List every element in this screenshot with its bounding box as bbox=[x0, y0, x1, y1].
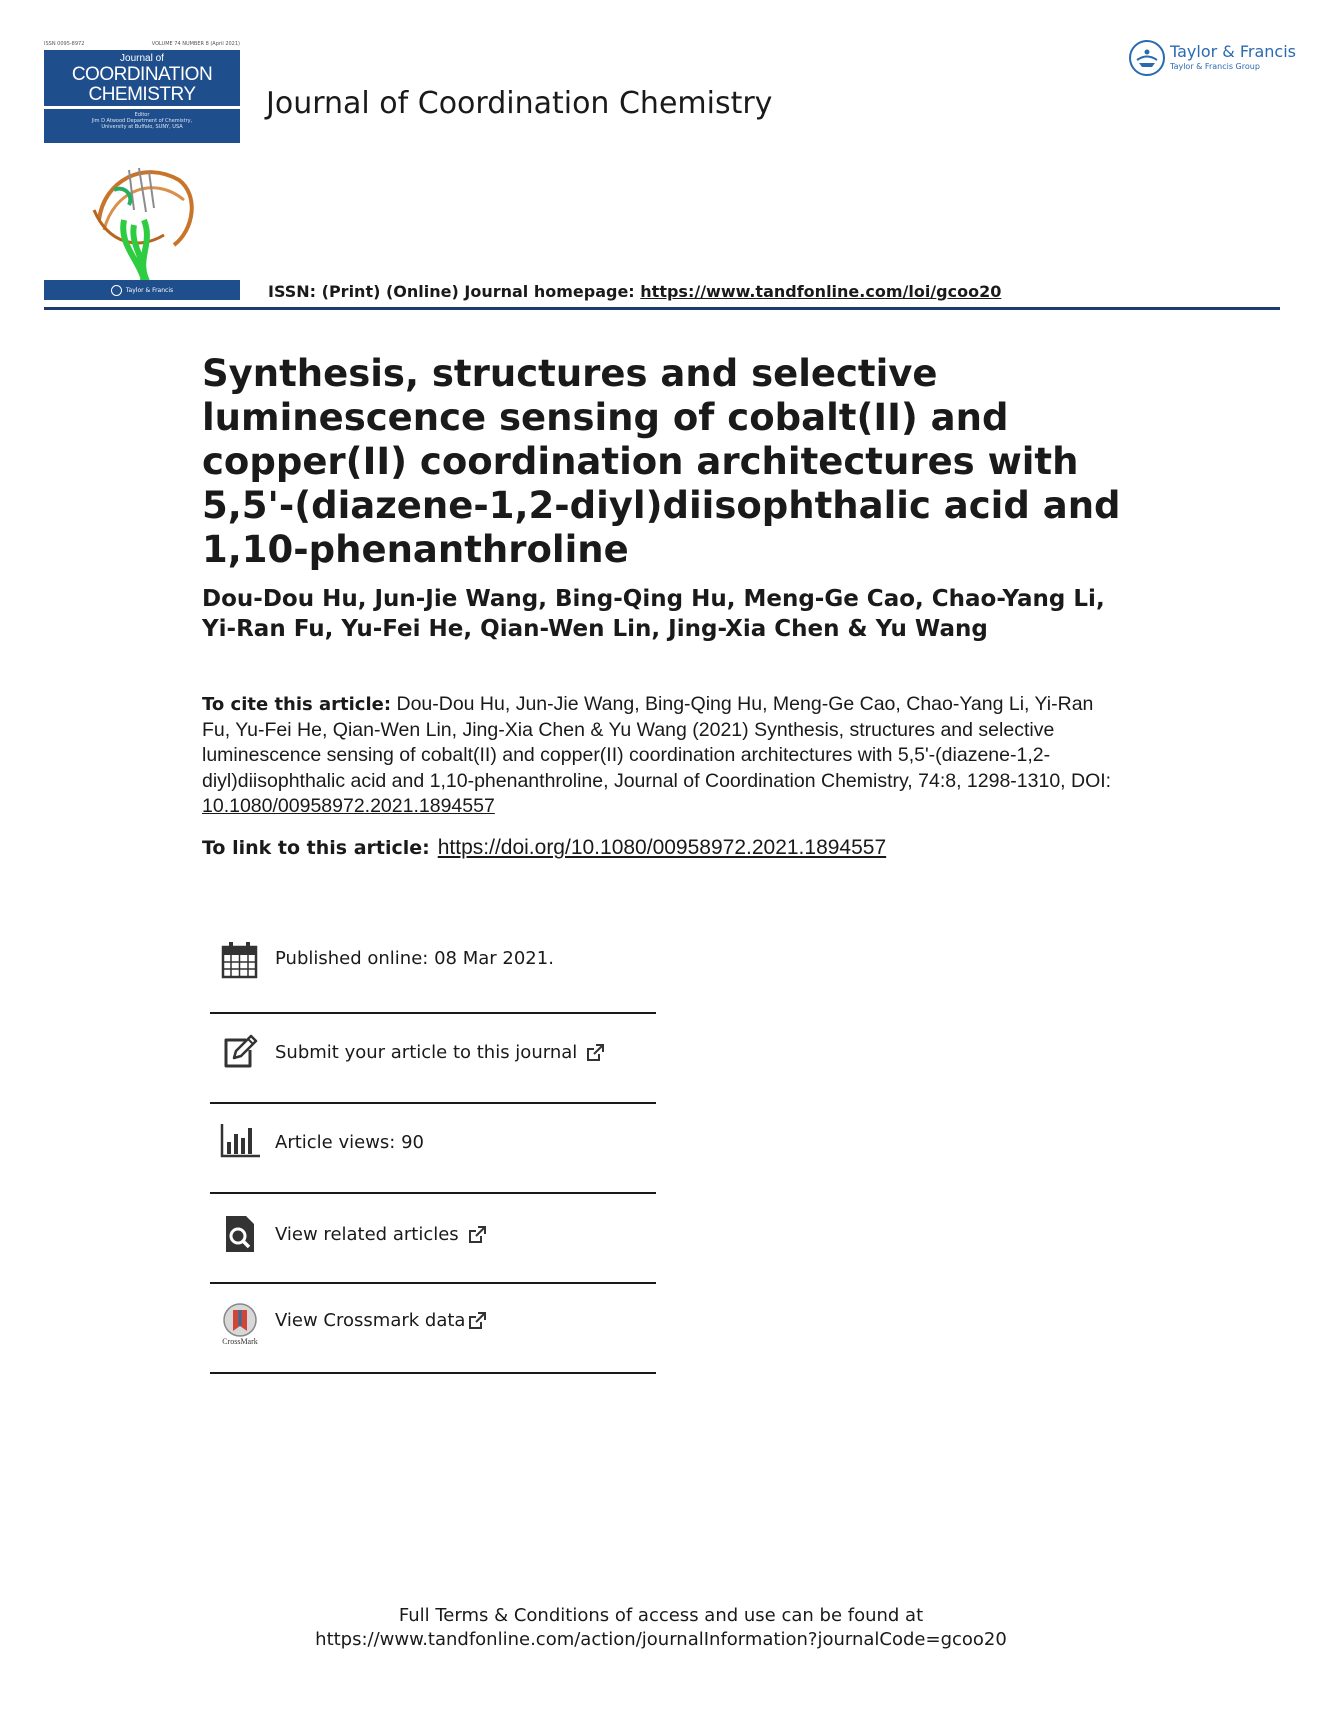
journal-title: Journal of Coordination Chemistry bbox=[266, 86, 773, 121]
journal-cover bbox=[44, 38, 240, 300]
citation-label: To cite this article: bbox=[202, 694, 392, 715]
citation-text: Dou-Dou Hu, Jun-Jie Wang, Bing-Qing Hu, Meng-Ge Cao, Chao-Yang Li, Yi-Ran Fu, Yu-Fei He, Qian-Wen Lin, Jing-Xia Chen & Yu Wang (2021) Synthesis, structures and selective luminescence sensing of cobalt(II) and copper(II) coordination architectures with 5,5'-(diazene-1,2-diyl)diisophthalic acid and 1,10-phenanthroline, Journal of Coordination Chemistry, 74:8, 1298-1310, DOI: bbox=[202, 693, 1112, 792]
external-link-icon bbox=[585, 1043, 605, 1063]
calendar-icon bbox=[220, 940, 260, 980]
crossmark-logo bbox=[218, 1302, 262, 1348]
publisher-group: Taylor & Francis Group bbox=[1170, 62, 1260, 71]
article-link-label: To link to this article: bbox=[202, 837, 430, 859]
taylor-francis-logo bbox=[1128, 38, 1296, 78]
published-online-text: Published online: 08 Mar 2021. bbox=[275, 948, 554, 969]
terms-footer bbox=[0, 1604, 1322, 1652]
article-link-line bbox=[202, 836, 886, 860]
cover-editor: Editor Jim D Atwood Department of Chemistry, University at Buffalo, SUNY, USA bbox=[91, 112, 193, 130]
cover-chemistry: CHEMISTRY bbox=[88, 84, 196, 105]
journal-homepage-link[interactable]: https://www.tandfonline.com/loi/gcoo20 bbox=[640, 282, 1002, 301]
submit-article-label: Submit your article to this journal bbox=[275, 1042, 578, 1063]
external-link-icon bbox=[467, 1225, 487, 1245]
cover-issn: ISSN 0095-8972 bbox=[44, 41, 85, 47]
footer-line-1: Full Terms & Conditions of access and use can be found at bbox=[398, 1605, 924, 1626]
cover-publisher-logo-icon bbox=[111, 285, 122, 296]
cover-journal-of: Journal of bbox=[120, 53, 164, 64]
issn-label: ISSN: (Print) (Online) Journal homepage: bbox=[268, 282, 641, 301]
info-divider bbox=[210, 1012, 656, 1014]
footer-terms-link[interactable]: https://www.tandfonline.com/action/journalInformation?journalCode=gcoo20 bbox=[315, 1629, 1007, 1650]
info-divider bbox=[210, 1102, 656, 1104]
document-search-icon bbox=[220, 1214, 260, 1254]
publisher-name: Taylor & Francis bbox=[1170, 42, 1296, 61]
header-divider bbox=[44, 307, 1280, 310]
info-divider bbox=[210, 1192, 656, 1194]
info-divider bbox=[210, 1372, 656, 1374]
external-link-icon bbox=[467, 1311, 487, 1331]
crossmark-label: View Crossmark data bbox=[275, 1310, 466, 1331]
issn-homepage-line bbox=[268, 282, 1001, 301]
submit-article-link[interactable] bbox=[275, 1042, 605, 1063]
article-authors: Dou-Dou Hu, Jun-Jie Wang, Bing-Qing Hu, Meng-Ge Cao, Chao-Yang Li, Yi-Ran Fu, Yu-Fei He, Qian-Wen Lin, Jing-Xia Chen & Yu Wang bbox=[202, 586, 1105, 642]
cover-top-strip bbox=[44, 38, 240, 50]
taylor-francis-logo-icon bbox=[1128, 39, 1166, 77]
cover-publisher-strip bbox=[44, 280, 240, 300]
bar-chart-icon bbox=[220, 1120, 260, 1160]
article-views-text: Article views: 90 bbox=[275, 1132, 424, 1153]
info-divider bbox=[210, 1282, 656, 1284]
cover-molecule-illustration bbox=[84, 150, 204, 300]
related-articles-label: View related articles bbox=[275, 1224, 459, 1245]
edit-icon bbox=[220, 1032, 260, 1072]
cover-publisher-name: Taylor & Francis bbox=[125, 286, 174, 294]
article-doi-link[interactable]: https://doi.org/10.1080/00958972.2021.1894557 bbox=[437, 836, 887, 859]
crossmark-logo-text: CrossMark bbox=[222, 1337, 258, 1346]
cover-volume: VOLUME 74 NUMBER 8 (April 2021) bbox=[151, 41, 240, 47]
related-articles-link[interactable] bbox=[275, 1224, 487, 1245]
cover-coordination: COORDINATION bbox=[71, 64, 213, 85]
article-title: Synthesis, structures and selective luminescence sensing of cobalt(II) and copper(II) coordination architectures with 5,5'-(diazene-1,2-diyl)diisophthalic acid and 1,10-phenanthroline bbox=[202, 352, 1121, 571]
citation-doi-link[interactable]: 10.1080/00958972.2021.1894557 bbox=[202, 795, 495, 817]
citation-block bbox=[202, 692, 1112, 820]
crossmark-icon bbox=[220, 1302, 260, 1338]
crossmark-link[interactable] bbox=[275, 1310, 487, 1331]
cover-separator bbox=[44, 106, 240, 109]
cover-banner bbox=[44, 50, 240, 143]
